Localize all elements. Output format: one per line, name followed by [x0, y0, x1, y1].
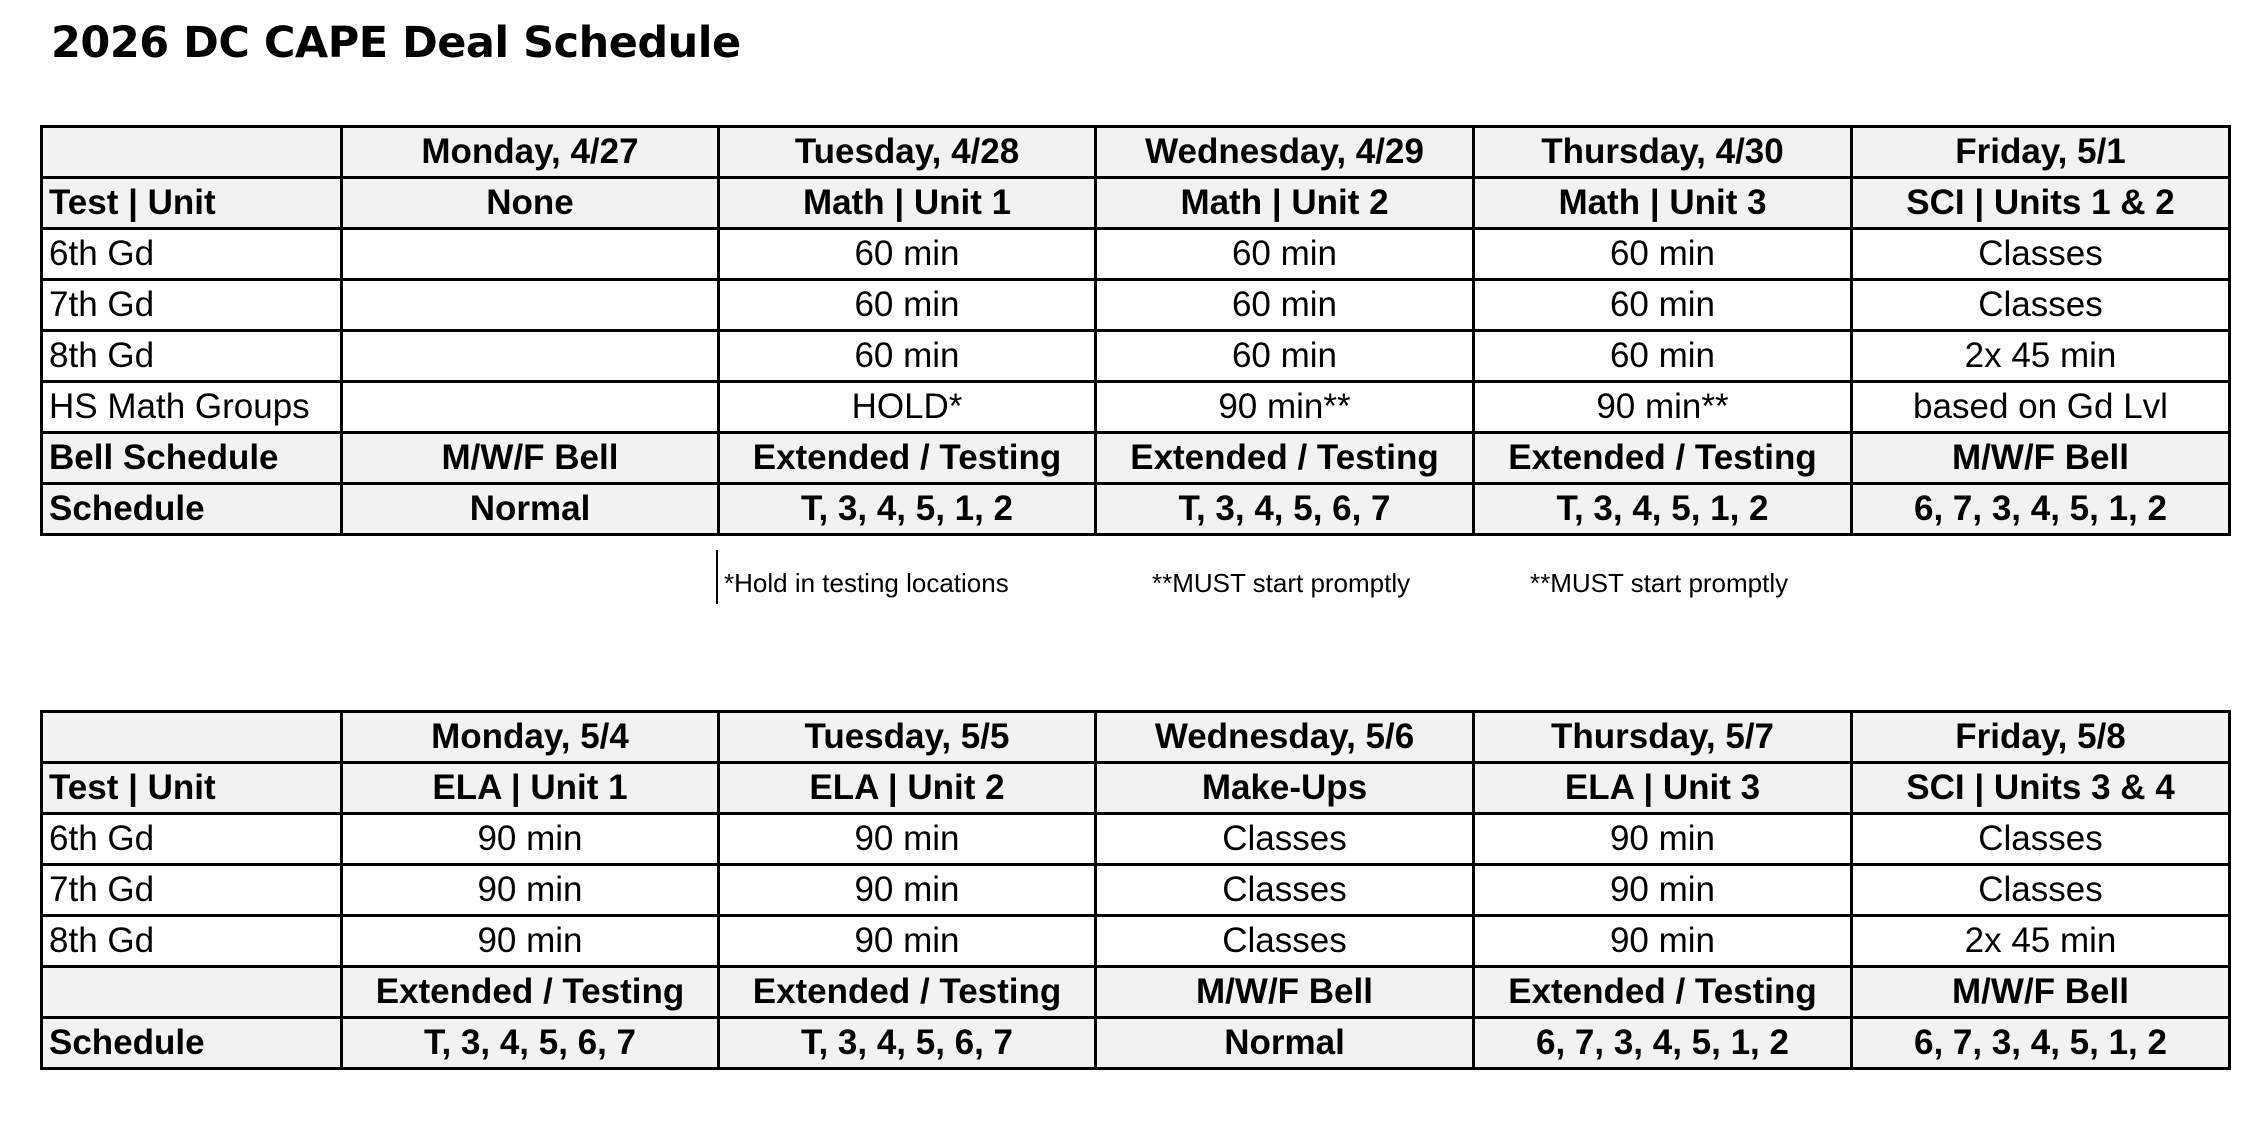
day-header: Friday, 5/8	[1852, 712, 2230, 763]
table-cell: ELA | Unit 2	[719, 763, 1096, 814]
table-cell	[342, 382, 719, 433]
table-cell: Math | Unit 2	[1096, 178, 1474, 229]
footnote-prompt: **MUST start promptly	[1530, 568, 1789, 598]
table-cell: T, 3, 4, 5, 6, 7	[719, 1018, 1096, 1069]
row-label: 6th Gd	[42, 814, 342, 865]
table-cell: Extended / Testing	[1096, 433, 1474, 484]
table-cell: M/W/F Bell	[1096, 967, 1474, 1018]
table-cell: Normal	[342, 484, 719, 535]
table-cell	[342, 229, 719, 280]
row-label: 7th Gd	[42, 280, 342, 331]
table-row	[42, 331, 2230, 382]
table-cell: based on Gd Lvl	[1852, 382, 2230, 433]
table-cell: Math | Unit 1	[719, 178, 1096, 229]
table-cell: Normal	[1096, 1018, 1474, 1069]
table-cell: Extended / Testing	[719, 433, 1096, 484]
table-cell: None	[342, 178, 719, 229]
row-label: HS Math Groups	[42, 382, 342, 433]
day-header: Monday, 5/4	[342, 712, 719, 763]
day-header: Tuesday, 4/28	[719, 127, 1096, 178]
table-cell: Extended / Testing	[342, 967, 719, 1018]
schedule-table-week2	[40, 710, 2231, 1070]
table-cell: ELA | Unit 1	[342, 763, 719, 814]
table-cell: 90 min	[719, 814, 1096, 865]
table-cell: M/W/F Bell	[1852, 433, 2230, 484]
table-cell: 90 min	[1474, 814, 1852, 865]
row-label	[42, 967, 342, 1018]
footnote-prompt: **MUST start promptly	[1152, 568, 1411, 598]
table-cell: 60 min	[1096, 280, 1474, 331]
table-cell: Classes	[1852, 229, 2230, 280]
row-label: Test | Unit	[42, 178, 342, 229]
table-header-row	[42, 712, 2230, 763]
table-cell	[342, 331, 719, 382]
row-label: Bell Schedule	[42, 433, 342, 484]
row-label: 6th Gd	[42, 229, 342, 280]
table-cell: Extended / Testing	[1474, 967, 1852, 1018]
footnote-hold: *Hold in testing locations	[724, 568, 1009, 598]
table-cell: Math | Unit 3	[1474, 178, 1852, 229]
table-cell: Classes	[1852, 814, 2230, 865]
table-cell: 90 min	[1474, 916, 1852, 967]
table-cell: 90 min**	[1096, 382, 1474, 433]
table-cell: 60 min	[1096, 331, 1474, 382]
table-cell: 6, 7, 3, 4, 5, 1, 2	[1852, 484, 2230, 535]
table-cell: 60 min	[719, 229, 1096, 280]
table-row	[42, 484, 2230, 535]
table-cell: 2x 45 min	[1852, 916, 2230, 967]
table-cell: 60 min	[719, 280, 1096, 331]
table-cell: Classes	[1096, 814, 1474, 865]
row-label: Schedule	[42, 484, 342, 535]
row-label: Schedule	[42, 1018, 342, 1069]
day-header: Friday, 5/1	[1852, 127, 2230, 178]
row-label: 8th Gd	[42, 916, 342, 967]
table-cell: 90 min	[342, 814, 719, 865]
row-label: 7th Gd	[42, 865, 342, 916]
table-cell	[342, 280, 719, 331]
table-row	[42, 814, 2230, 865]
table-cell: 60 min	[1474, 280, 1852, 331]
table-cell: T, 3, 4, 5, 6, 7	[1096, 484, 1474, 535]
table-cell: 60 min	[1474, 229, 1852, 280]
table-cell: 90 min	[719, 865, 1096, 916]
day-header: Wednesday, 5/6	[1096, 712, 1474, 763]
day-header: Thursday, 5/7	[1474, 712, 1852, 763]
table-cell: 60 min	[1096, 229, 1474, 280]
schedule-table-week1	[40, 125, 2231, 536]
table-cell: ELA | Unit 3	[1474, 763, 1852, 814]
table-cell: Classes	[1852, 280, 2230, 331]
table-cell: 90 min	[1474, 865, 1852, 916]
table-row	[42, 229, 2230, 280]
table-cell: 2x 45 min	[1852, 331, 2230, 382]
table-cell: M/W/F Bell	[1852, 967, 2230, 1018]
day-header: Tuesday, 5/5	[719, 712, 1096, 763]
table-row	[42, 967, 2230, 1018]
row-label: 8th Gd	[42, 331, 342, 382]
table-row	[42, 1018, 2230, 1069]
table-cell: Make-Ups	[1096, 763, 1474, 814]
header-corner-cell	[42, 712, 342, 763]
header-corner-cell	[42, 127, 342, 178]
table-cell: 6, 7, 3, 4, 5, 1, 2	[1852, 1018, 2230, 1069]
table-cell: 60 min	[1474, 331, 1852, 382]
table-cell: Extended / Testing	[719, 967, 1096, 1018]
row-label: Test | Unit	[42, 763, 342, 814]
table-cell: Classes	[1852, 865, 2230, 916]
table-cell: Classes	[1096, 865, 1474, 916]
day-header: Wednesday, 4/29	[1096, 127, 1474, 178]
day-header: Thursday, 4/30	[1474, 127, 1852, 178]
table-row	[42, 382, 2230, 433]
page-title: 2026 DC CAPE Deal Schedule	[51, 18, 741, 68]
table-cell: 90 min	[342, 916, 719, 967]
table-row	[42, 280, 2230, 331]
table-row	[42, 178, 2230, 229]
table-cell: SCI | Units 3 & 4	[1852, 763, 2230, 814]
table-row	[42, 433, 2230, 484]
table-cell: Extended / Testing	[1474, 433, 1852, 484]
footnote-divider	[716, 550, 718, 604]
table-cell: 90 min	[342, 865, 719, 916]
table-cell: M/W/F Bell	[342, 433, 719, 484]
table-cell: T, 3, 4, 5, 1, 2	[1474, 484, 1852, 535]
table-cell: Classes	[1096, 916, 1474, 967]
table-row	[42, 763, 2230, 814]
table-header-row	[42, 127, 2230, 178]
table-cell: T, 3, 4, 5, 6, 7	[342, 1018, 719, 1069]
table-cell: 60 min	[719, 331, 1096, 382]
table-cell: T, 3, 4, 5, 1, 2	[719, 484, 1096, 535]
table-cell: HOLD*	[719, 382, 1096, 433]
table-cell: 90 min**	[1474, 382, 1852, 433]
table-row	[42, 865, 2230, 916]
table-cell: 6, 7, 3, 4, 5, 1, 2	[1474, 1018, 1852, 1069]
table-row	[42, 916, 2230, 967]
day-header: Monday, 4/27	[342, 127, 719, 178]
table-cell: SCI | Units 1 & 2	[1852, 178, 2230, 229]
table-cell: 90 min	[719, 916, 1096, 967]
